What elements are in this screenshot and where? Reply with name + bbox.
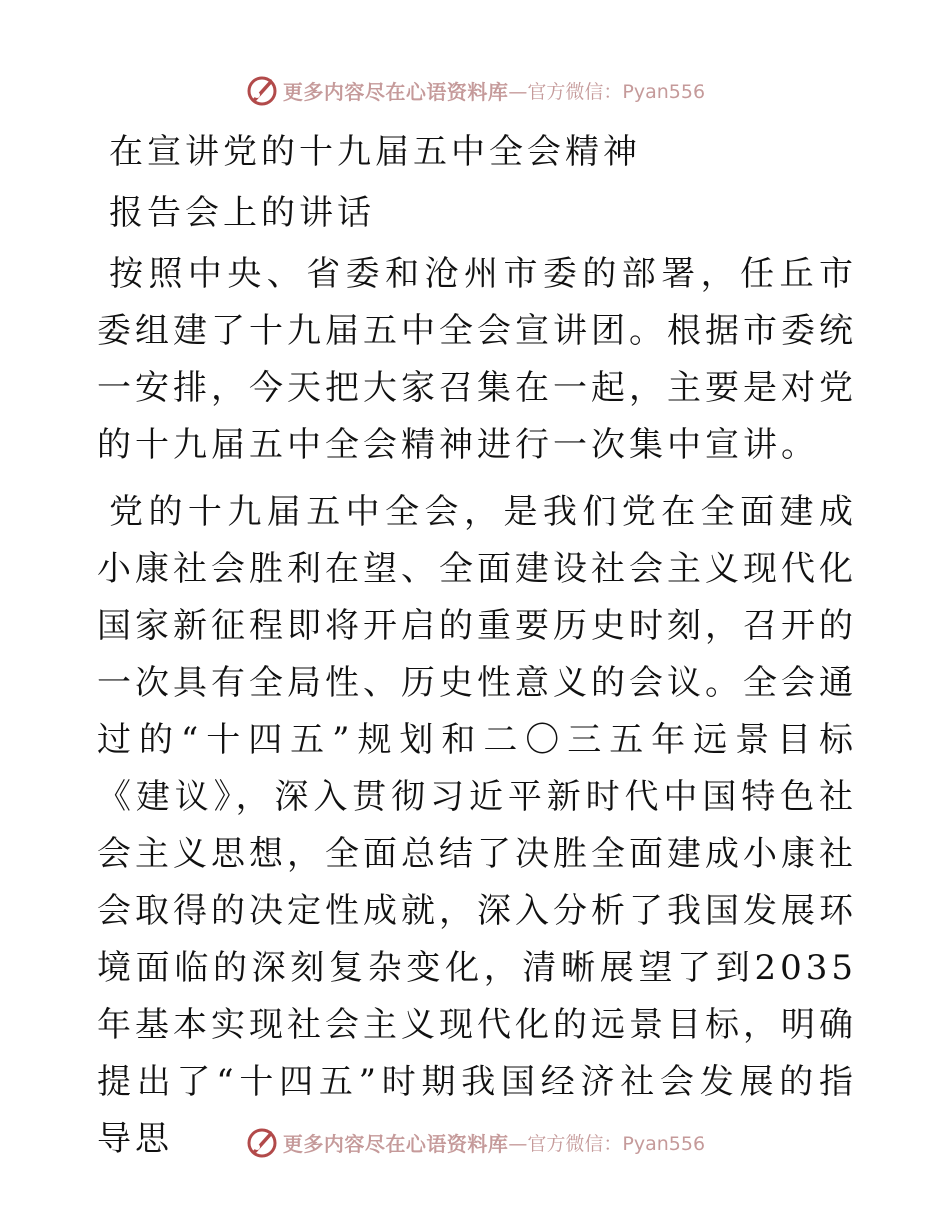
title-line-1: 在宣讲党的十九届五中全会精神: [109, 132, 641, 172]
banner-contact-text: —官方微信：Pyan556: [508, 80, 706, 103]
quill-seal-logo-icon: [245, 1125, 279, 1159]
footer-banner-main-text: 更多内容尽在心语资料库: [282, 1131, 509, 1156]
title-line-2: 报告会上的讲话: [109, 193, 375, 233]
paragraph-1: 按照中央、省委和沧州市委的部署，任丘市委组建了十九届五中全会宣讲团。根据市委统一安排，今天把大家召集在一起，主要是对党的十九届五中全会精神进行一次集中宣讲。: [97, 254, 857, 465]
header-banner: [0, 70, 950, 110]
footer-banner-contact-text: —官方微信：Pyan556: [508, 1132, 706, 1155]
document-body: [97, 124, 857, 1178]
banner-main-text: 更多内容尽在心语资料库: [282, 79, 509, 104]
footer-banner: [0, 1122, 950, 1162]
paragraph-2: 党的十九届五中全会，是我们党在全面建成小康社会胜利在望、全面建设社会主义现代化国家新征程即将开启的重要历史时刻，召开的一次具有全局性、历史性意义的会议。全会通过的“十四五”规划和二〇三五年远景目标《建议》，深入贯彻习近平新时代中国特色社会主义思想，全面总结了决胜全面建成小康社会取得的决定性成就，深入分析了我国发展环境面临的深刻复杂变化，清晰展望了到2035年基本实现社会主义现代化的远景目标，明确提出了“十四五”时期我国经济社会发展的指导思: [97, 492, 857, 1159]
quill-seal-logo-icon: [245, 73, 279, 107]
